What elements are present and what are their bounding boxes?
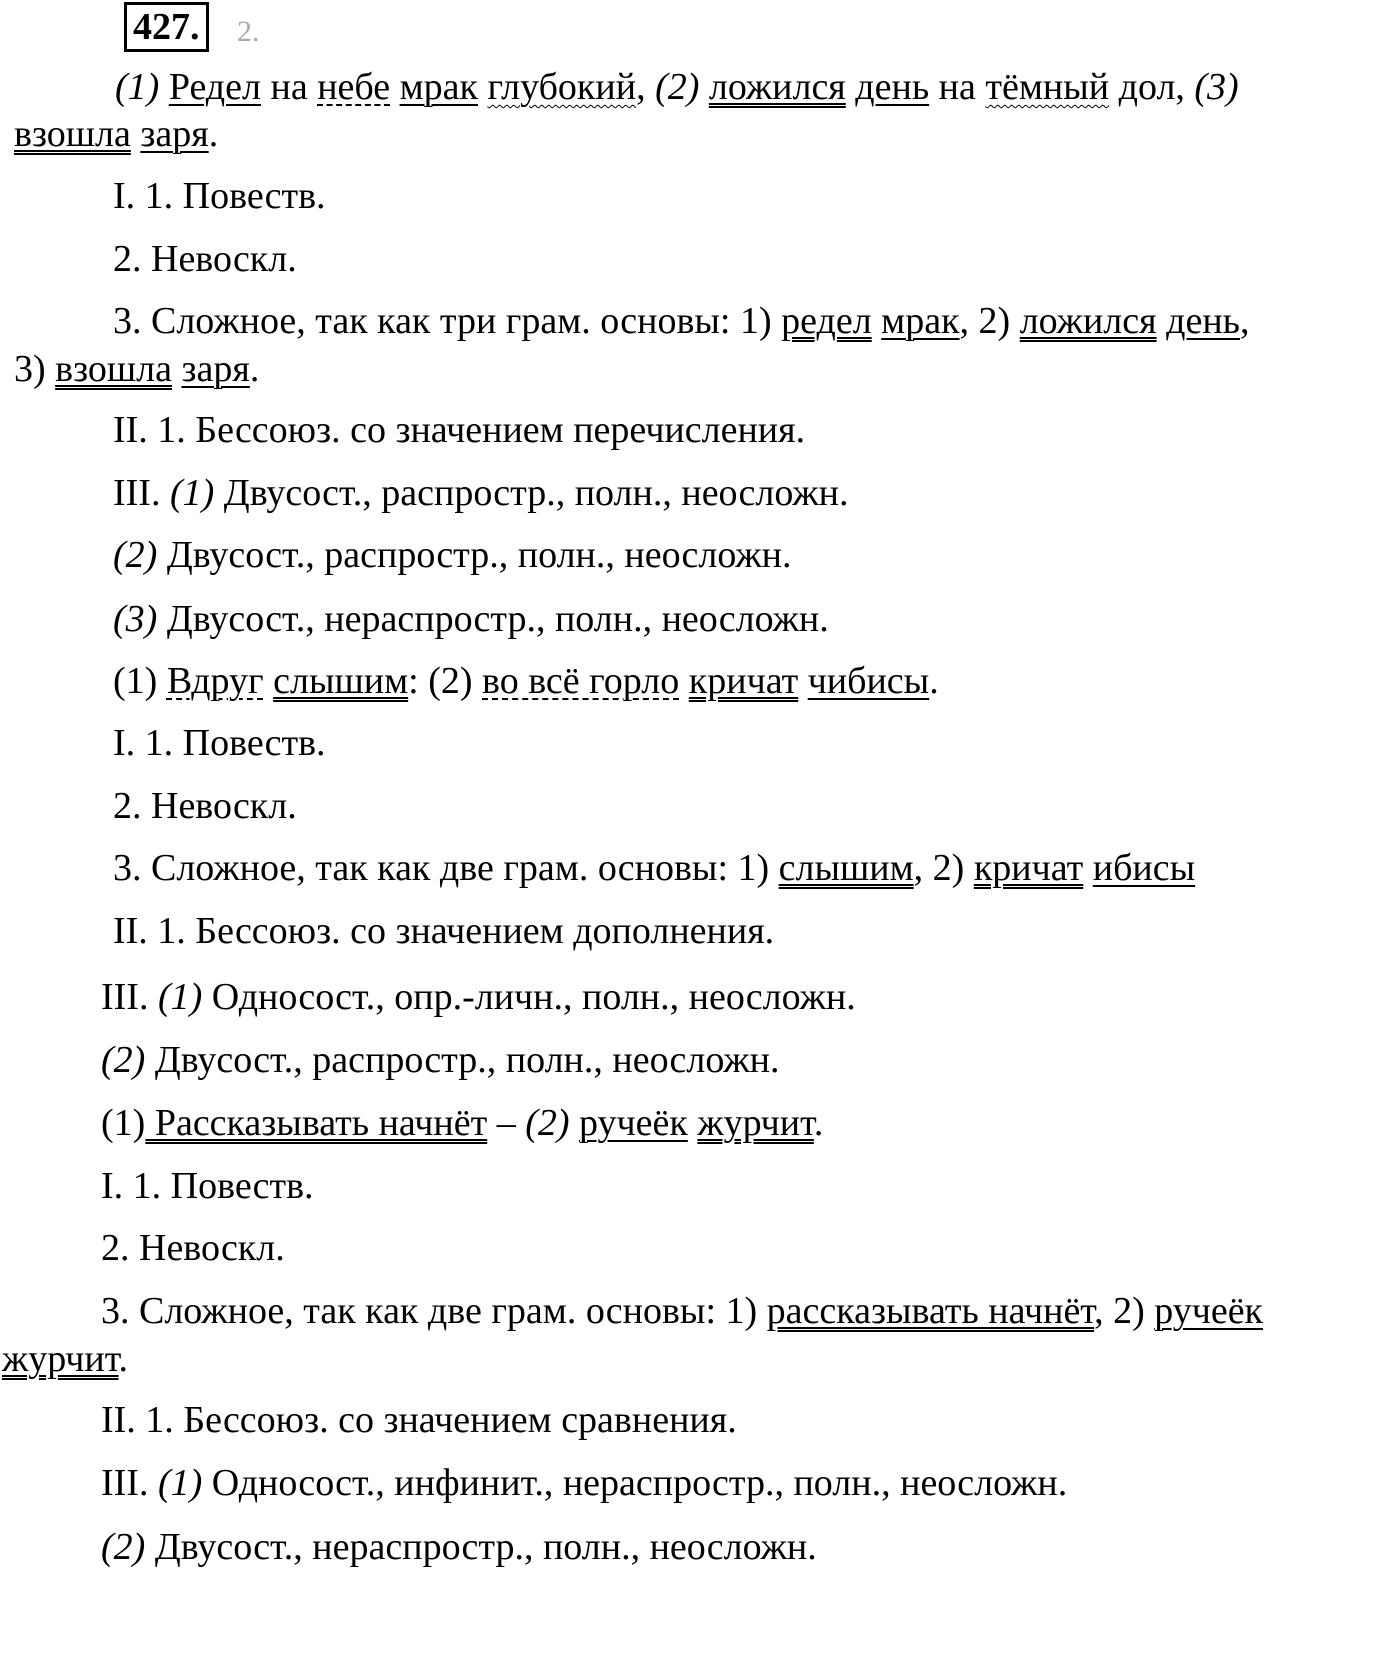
period: .: [929, 660, 939, 702]
sentence-1-line-2: [14, 111, 218, 157]
predicate: ложился: [708, 66, 846, 108]
exercise-number-tail: 2.: [237, 15, 260, 48]
predicate: ложился: [1019, 300, 1157, 342]
clause-num: (3): [1194, 66, 1239, 108]
analysis-line: II. 1. Бессоюз. со значением сравнения.: [101, 1399, 737, 1441]
text: –: [487, 1102, 526, 1144]
subject: мрак: [881, 300, 960, 342]
adverbial: небе: [317, 66, 391, 108]
analysis-line: [113, 845, 1195, 891]
text: , 2): [959, 300, 1020, 342]
text: Односост., опр.-личн., полн., неосложн.: [202, 976, 856, 1018]
analysis-line: 2. Невоскл.: [113, 238, 297, 280]
text: 3. Сложное, так как две грам. основы: 1): [101, 1290, 767, 1332]
predicate: редел: [781, 300, 872, 342]
predicate: рассказывать начнёт: [766, 1290, 1095, 1332]
subject: ибисы: [1092, 847, 1196, 889]
analysis-line: II. 1. Бессоюз. со значением перечисления.: [113, 409, 806, 451]
analysis-line: [101, 974, 856, 1020]
text: III.: [101, 1462, 158, 1504]
predicate: журчит: [697, 1102, 814, 1144]
analysis-line: 2. Невоскл.: [101, 1227, 285, 1269]
clause-num: (2): [101, 1039, 146, 1081]
analysis-line: [2, 1336, 128, 1382]
sentence-3: [101, 1100, 823, 1146]
analysis-line: [101, 1288, 1263, 1334]
adverbial: во всё горло: [482, 660, 680, 702]
comma: ,: [636, 66, 646, 108]
analysis-line: [101, 1460, 1067, 1506]
text: III.: [101, 976, 158, 1018]
adverbial: Вдруг: [166, 660, 264, 702]
word: на: [938, 66, 976, 108]
word: на: [270, 66, 308, 108]
predicate: слышим: [778, 847, 914, 889]
subject: заря: [140, 113, 209, 155]
text: 3): [14, 348, 56, 390]
predicate: слышим: [273, 660, 409, 702]
predicate: журчит: [2, 1338, 119, 1380]
predicate: Редел: [168, 66, 261, 108]
analysis-line: [113, 596, 829, 642]
text: Двусост., нераспростр., полн., неосложн.: [145, 1526, 817, 1568]
analysis-line: [113, 298, 1250, 344]
clause-num: (2): [113, 534, 158, 576]
text: .: [249, 348, 260, 390]
text: .: [118, 1338, 129, 1380]
clause-num: (3): [113, 598, 158, 640]
subject: ручеёк: [1154, 1290, 1264, 1332]
clause-num: (1): [157, 976, 203, 1018]
text: ,: [1240, 300, 1250, 342]
clause-num: (1): [101, 1102, 146, 1144]
sentence-1-line-1: [115, 64, 1239, 110]
analysis-line: [101, 1524, 817, 1570]
predicate: взошла: [14, 113, 131, 155]
text: Двусост., распростр., полн., неосложн.: [157, 534, 792, 576]
attribute: глубокий: [487, 66, 637, 108]
predicate: кричат: [688, 660, 799, 702]
analysis-line: I. 1. Повеств.: [113, 175, 326, 217]
clause-num: (2): [655, 66, 700, 108]
text: Двусост., распростр., полн., неосложн.: [145, 1039, 780, 1081]
predicate: кричат: [973, 847, 1084, 889]
analysis-line: 2. Невоскл.: [113, 785, 297, 827]
text: 3. Сложное, так как три грам. основы: 1): [113, 300, 782, 342]
period: .: [813, 1102, 824, 1144]
word: дол,: [1118, 66, 1185, 108]
analysis-line: [113, 470, 848, 516]
exercise-number: 427.: [124, 2, 209, 52]
text: Односост., инфинит., нераспростр., полн., неосложн.: [202, 1462, 1068, 1504]
clause-num: (2): [428, 660, 483, 702]
clause-num: (1): [169, 472, 215, 514]
analysis-line: II. 1. Бессоюз. со значением дополнения.: [113, 910, 775, 952]
period: .: [208, 113, 219, 155]
analysis-line: [113, 532, 792, 578]
text: , 2): [1094, 1290, 1155, 1332]
analysis-line: I. 1. Повеств.: [101, 1165, 314, 1207]
subject: день: [1166, 300, 1240, 342]
clause-num: (1): [113, 660, 167, 702]
subject: мрак: [399, 66, 478, 108]
subject: день: [855, 66, 930, 108]
sentence-2: [113, 658, 939, 704]
subject: чибисы: [807, 660, 930, 702]
clause-num: (2): [101, 1526, 146, 1568]
text: :: [408, 660, 429, 702]
analysis-line: [14, 346, 259, 392]
clause-num: (1): [157, 1462, 203, 1504]
text: Двусост., нераспростр., полн., неосложн.: [157, 598, 829, 640]
analysis-line: I. 1. Повеств.: [113, 722, 326, 764]
clause-num: (1): [115, 66, 160, 108]
predicate: взошла: [55, 348, 172, 390]
text: Двусост., распростр., полн., неосложн.: [214, 472, 849, 514]
text: , 2): [913, 847, 974, 889]
analysis-line: [101, 1037, 780, 1083]
subject: ручеёк: [579, 1102, 688, 1144]
text: 3. Сложное, так как две грам. основы: 1): [113, 847, 779, 889]
predicate: Рассказывать начнёт: [145, 1102, 488, 1144]
attribute: тёмный: [985, 66, 1110, 108]
subject: заря: [181, 348, 250, 390]
clause-num: (2): [525, 1102, 570, 1144]
text: III.: [113, 472, 170, 514]
